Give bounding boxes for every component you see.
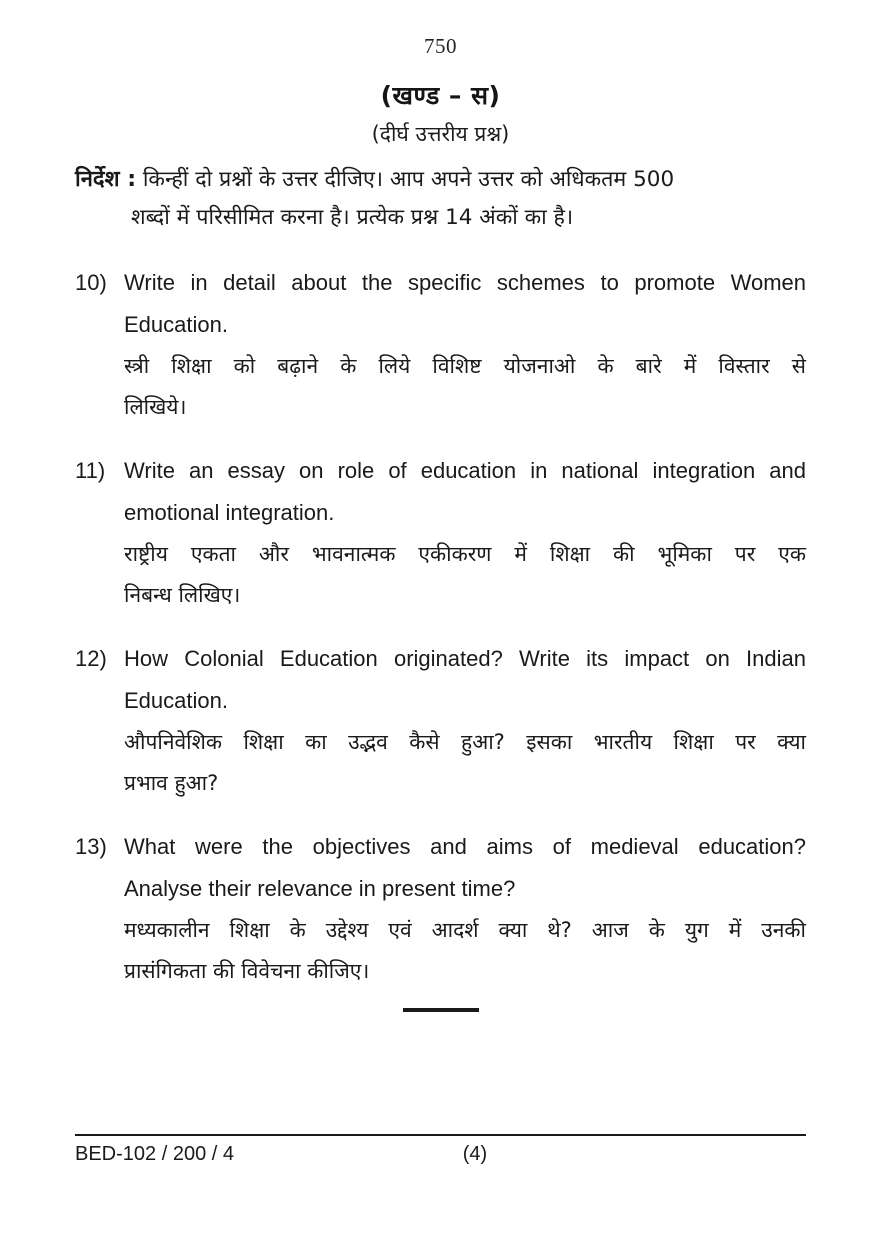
footer-divider [75,1134,806,1136]
question-number: 12) [75,646,107,671]
paper-code: 750 [424,34,457,58]
instruction-block [75,161,806,237]
question-hindi-line-2: निबन्ध लिखिए। [124,583,241,607]
question-english-line-2: Education. [124,312,228,337]
question-english-line-2: emotional integration. [124,500,335,525]
question-english-line-1: Write an essay on role of education in national integration and [124,458,806,483]
question-hindi-line-2: प्रभाव हुआ? [124,771,219,795]
end-of-paper-rule [403,1008,479,1012]
instruction-text-line-2: शब्दों में परिसीमित करना है। प्रत्येक प्रश्न 14 अंकों का है। [131,205,574,230]
question-hindi-line-2: लिखिये। [124,395,187,419]
question-list [75,262,806,1014]
question-english-line-1: Write in detail about the specific schemes to promote Women [124,270,806,295]
question-number: 10) [75,270,107,295]
instruction-line-2 [75,199,806,237]
question-english-line-2: Analyse their relevance in present time? [124,876,516,901]
question-english-line-2: Education. [124,688,228,713]
section-subtitle: (दीर्घ उत्तरीय प्रश्न) [371,122,510,146]
footer-paper-code: BED-102 / 200 / 4 [75,1143,234,1165]
section-title: (खण्ड – स) [380,81,501,110]
question-item [75,262,806,428]
question-english-line-1: What were the objectives and aims of medieval education? [124,834,806,859]
question-hindi-line-1: औपनिवेशिक शिक्षा का उद्भव कैसे हुआ? इसका भारतीय शिक्षा पर क्या [124,730,806,754]
question-hindi-line-1: स्त्री शिक्षा को बढ़ाने के लिये विशिष्ट योजनाओ के बारे में विस्तार से [124,354,806,378]
question-hindi-line-1: मध्यकालीन शिक्षा के उद्देश्य एवं आदर्श क्या थे? आज के युग में उनकी [124,918,806,942]
page-footer [75,1143,806,1173]
instruction-line-1 [75,161,806,199]
question-item [75,638,806,804]
question-number: 11) [75,458,106,483]
question-hindi-line-2: प्रासंगिकता की विवेचना कीजिए। [124,959,370,983]
instruction-label: निर्देश : [75,167,137,192]
question-english-line-1: How Colonial Education originated? Write its impact on Indian [124,646,806,671]
instruction-text-line-1: किन्हीं दो प्रश्नों के उत्तर दीजिए। आप अपने उत्तर को अधिकतम 500 [142,167,675,192]
question-item [75,450,806,616]
question-hindi-line-1: राष्ट्रीय एकता और भावनात्मक एकीकरण में शिक्षा की भूमिका पर एक [124,542,806,566]
question-number: 13) [75,834,107,859]
footer-page-number: (4) [462,1143,488,1165]
question-item [75,826,806,992]
